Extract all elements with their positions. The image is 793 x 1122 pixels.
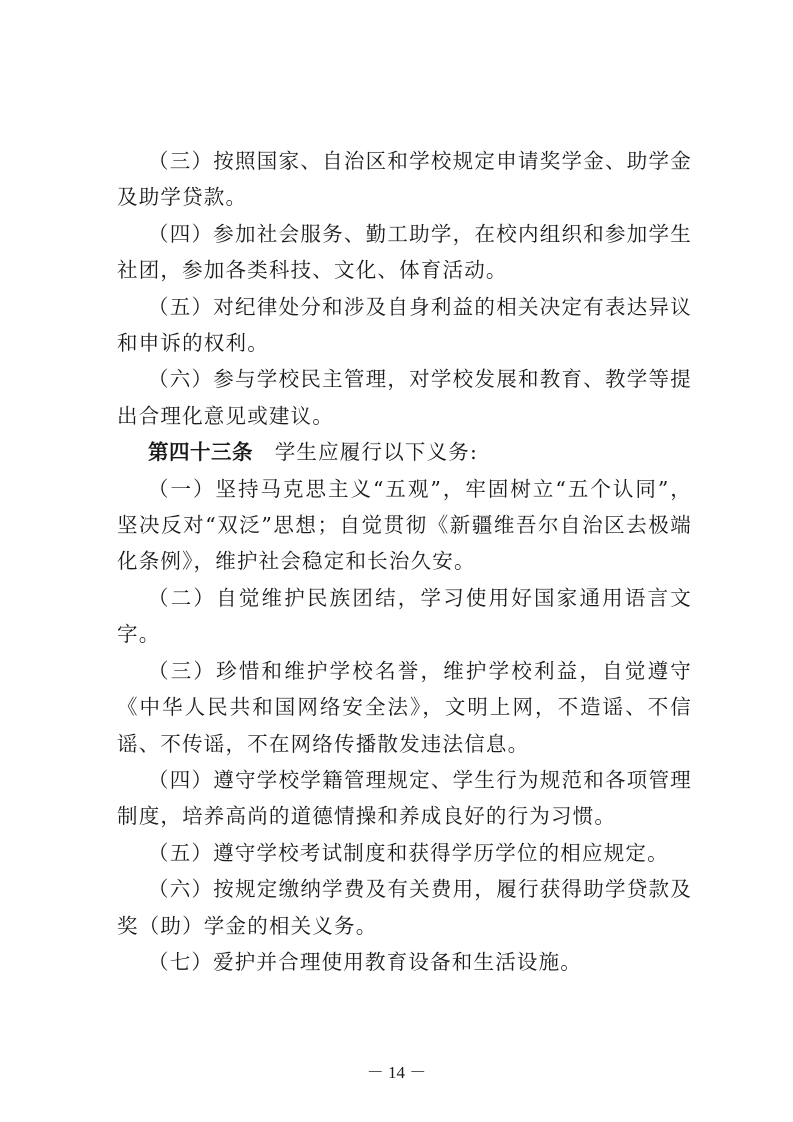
paragraph-duty-7: （七）爱护并合理使用教育设备和生活设施。: [148, 949, 582, 974]
paragraph-right-6: （六）参与学校民主管理，对学校发展和教育、教学等提出合理化意见或建议。: [117, 367, 692, 428]
paragraph-duty-5: （五）遵守学校考试制度和获得学历学位的相应规定。: [148, 840, 669, 865]
paragraph-duty-4: （四）遵守学校学籍管理规定、学生行为规范和各项管理制度，培养高尚的道德情操和养成良好的行为习惯。: [117, 767, 692, 829]
paragraph-duty-2: （二）自觉维护民族团结，学习使用好国家通用语言文字。: [117, 585, 692, 647]
article-heading: 第四十三条: [148, 440, 253, 465]
paragraph-right-5: （五）对纪律处分和涉及自身利益的相关决定有表达异议和申诉的权利。: [117, 294, 692, 356]
page-content: [117, 143, 692, 980]
article-text: 学生应履行以下义务:: [274, 440, 479, 465]
paragraph-duty-1: （一）坚持马克思主义“五观”，牢固树立“五个认同”，坚决反对“双泛”思想；自觉贯彻《新疆维吾尔自治区去极端化条例》，维护社会稳定和长治久安。: [117, 476, 692, 574]
paragraph-right-3: （三）按照国家、自治区和学校规定申请奖学金、助学金及助学贷款。: [117, 149, 692, 210]
article-43: [117, 434, 692, 470]
paragraph-right-4: （四）参加社会服务、勤工助学，在校内组织和参加学生社团，参加各类科技、文化、体育活动。: [117, 221, 692, 283]
paragraph-duty-6: （六）按规定缴纳学费及有关费用，履行获得助学贷款及奖（助）学金的相关义务。: [117, 877, 692, 938]
paragraph-duty-3: （三）珍惜和维护学校名誉，维护学校利益，自觉遵守《中华人民共和国网络安全法》，文明上网，不造谣、不信谣、不传谣，不在网络传播散发违法信息。: [117, 658, 692, 756]
page-number: － 14 －: [366, 1063, 427, 1082]
